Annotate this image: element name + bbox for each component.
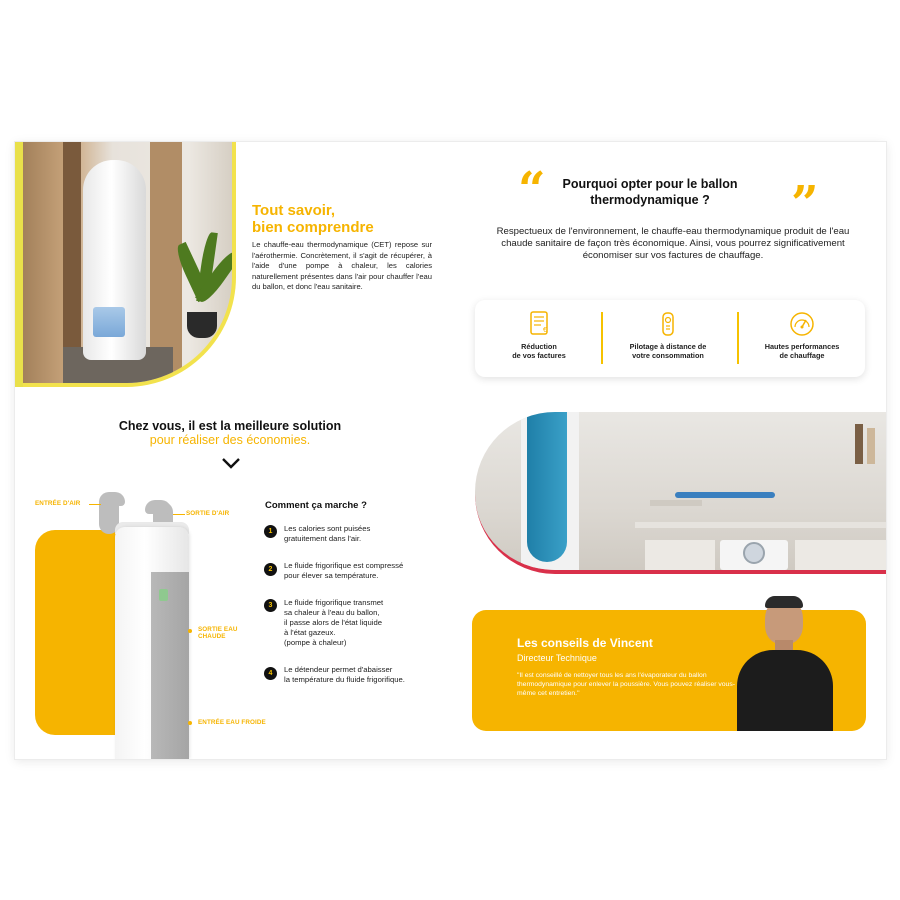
label-hot-water-line2: CHAUDE [198,633,226,640]
benefit-divider [601,312,603,364]
label-air-in: ENTRÉE D'AIR [35,500,81,507]
intro-title-line1: Tout savoir, [252,202,336,219]
step-number: 3 [264,599,277,612]
air-in-duct-elbow [99,492,125,506]
step-line: Les calories sont puisées [284,524,371,533]
advice-title: Les conseils de Vincent [517,636,653,650]
why-title-line2: thermodynamique ? [590,193,710,207]
benefit-bills-line1: Réduction [521,342,557,351]
solution-title: Chez vous, il est la meilleure solution [118,419,342,433]
vincent-portrait [737,596,833,731]
benefit-performance [743,310,861,360]
intro-body: Le chauffe-eau thermodynamique (CET) repose sur l'aérothermie. Concrètement, il s'agit de récupérer, à l'aide d'une pompe à chaleur, les calories naturellement présentes dans l'air pour chauffer l'eau du ballon, et donc l'eau sanitaire. [252,240,432,291]
step-number: 2 [264,563,277,576]
laundry-room-photo [475,412,886,574]
step-line: pour élever sa température. [284,571,379,580]
step-line: il passe alors de l'état liquide [284,618,383,627]
step-line: gratuitement dans l'air. [284,534,362,543]
label-hot-water-dot [188,629,192,633]
how-title: Comment ça marche ? [265,500,367,511]
step-text [284,524,370,544]
intro-title [252,202,452,236]
shelf [650,500,702,506]
label-air-out: SORTIE D'AIR [186,510,230,517]
step-text [284,598,383,648]
benefits-box [475,300,865,377]
plant-pot [187,312,217,338]
why-title-line1: Pourquoi opter pour le ballon [562,177,738,191]
air-out-duct-elbow [145,500,171,514]
benefit-bills-line2: de vos factures [512,351,566,360]
hanging-clothes [867,428,875,464]
solution-subtitle: pour réaliser des économies. [149,433,311,447]
why-title [545,176,755,208]
step-number: 1 [264,525,277,538]
step-line: Le fluide frigorifique transmet [284,598,384,607]
step-line: la température du fluide frigorifique. [284,675,405,684]
brochure-spread [15,142,886,759]
step-line: à l'état gazeux. [284,628,336,637]
intro-title-line2: bien comprendre [252,219,374,236]
heat-pump-side-panel [151,572,189,759]
advice-quote: "Il est conseillé de nettoyer tous les ans l'évaporateur du ballon thermodynamique pour enlever la poussière. Vous pouvez réaliser vous-même cet entretien." [517,672,735,697]
label-hot-water-line1: SORTIE EAU [198,626,238,633]
step-number: 4 [264,667,277,680]
benefit-performance-line2: de chauffage [779,351,825,360]
step-line: Le détendeur permet d'abaisser [284,665,393,674]
hanging-clothes [855,424,863,464]
benefit-remote-line2: votre consommation [632,351,704,360]
benefit-divider [737,312,739,364]
advice-role: Directeur Technique [517,653,597,663]
chevron-down-icon [220,456,242,470]
shelf [635,522,886,528]
remote-control-icon [655,310,681,338]
step-line: (pompe à chaleur) [284,638,347,647]
cabinet [795,540,886,570]
step-text [284,561,403,581]
water-heater-photo [15,142,236,387]
label-cold-water-in: ENTRÉE EAU FROIDE [198,719,266,726]
benefit-remote [609,310,727,360]
ironing-board [675,492,775,498]
benefit-remote-line1: Pilotage à distance de [629,342,707,351]
close-quote-icon: ” [791,176,819,232]
label-air-out-line [173,514,185,515]
label-cold-water-dot [188,721,192,725]
svg-text:€: € [543,327,547,334]
cabinet [645,540,715,570]
step-line: sa chaleur à l'eau du ballon, [284,608,380,617]
water-heater-panel [93,307,125,337]
step-text [284,665,405,685]
why-body: Respectueux de l'environnement, le chauffe-eau thermodynamique produit de l'eau chaude sanitaire de façon très économique. Ainsi, vous pourrez significativement économiser sur vos factures de chauffage. [496,226,850,261]
step-line: Le fluide frigorifique est compressé [284,561,404,570]
blue-water-heater [527,412,567,562]
invoice-icon [526,310,552,338]
open-quote-icon: “ [518,162,546,218]
gauge-icon [788,310,816,338]
heat-pump-display [159,589,168,601]
benefit-bills [480,310,598,360]
portrait-hair [765,596,803,608]
label-air-in-line [89,504,101,505]
benefit-performance-line1: Hautes performances [764,342,840,351]
yellow-edge [15,142,23,387]
washing-machine-door [743,542,765,564]
portrait-jacket [737,650,833,731]
label-hot-water-out [198,626,238,640]
